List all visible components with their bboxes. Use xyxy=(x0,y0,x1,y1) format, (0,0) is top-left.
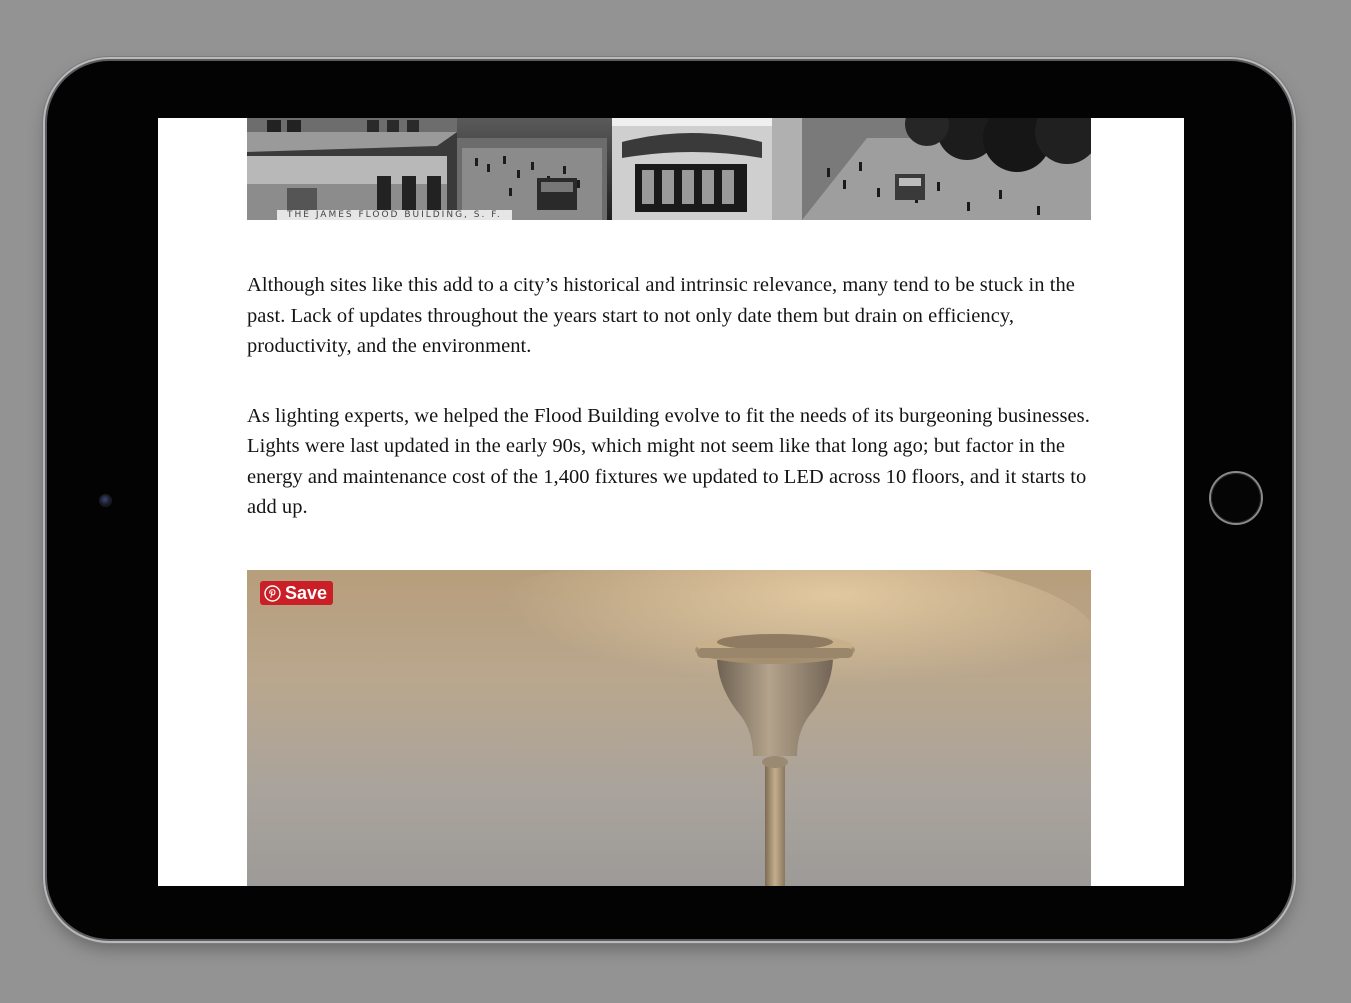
save-button-label[interactable]: Save xyxy=(285,583,328,603)
light-fixture-photo xyxy=(247,570,1091,886)
photo-caption: THE JAMES FLOOD BUILDING, S. F. xyxy=(277,210,512,220)
tablet-screen xyxy=(158,118,1184,886)
light-fixture-image xyxy=(247,570,1091,886)
flood-building-historic-photo xyxy=(247,118,1091,220)
article-body xyxy=(247,270,1097,562)
article-paragraph: As lighting experts, we helped the Flood Building evolve to fit the needs of its burgeoning businesses. Lights were last updated in the early 90s, which might not seem like that long ago; but factor in the energy and maintenance cost of the 1,400 fixtures we updated to LED across 10 floors, and it starts to add up. xyxy=(247,404,1090,518)
pinterest-save-button[interactable] xyxy=(260,581,333,605)
home-button[interactable] xyxy=(1211,473,1261,523)
pinterest-icon xyxy=(264,585,281,602)
front-camera xyxy=(100,495,111,506)
historic-street-image xyxy=(247,118,1091,220)
article-paragraph: Although sites like this add to a city’s historical and intrinsic relevance, many tend to be stuck in the past. Lack of updates throughout the years start to not only date them but drain on efficiency, productivity, and the environment. xyxy=(247,274,1075,357)
